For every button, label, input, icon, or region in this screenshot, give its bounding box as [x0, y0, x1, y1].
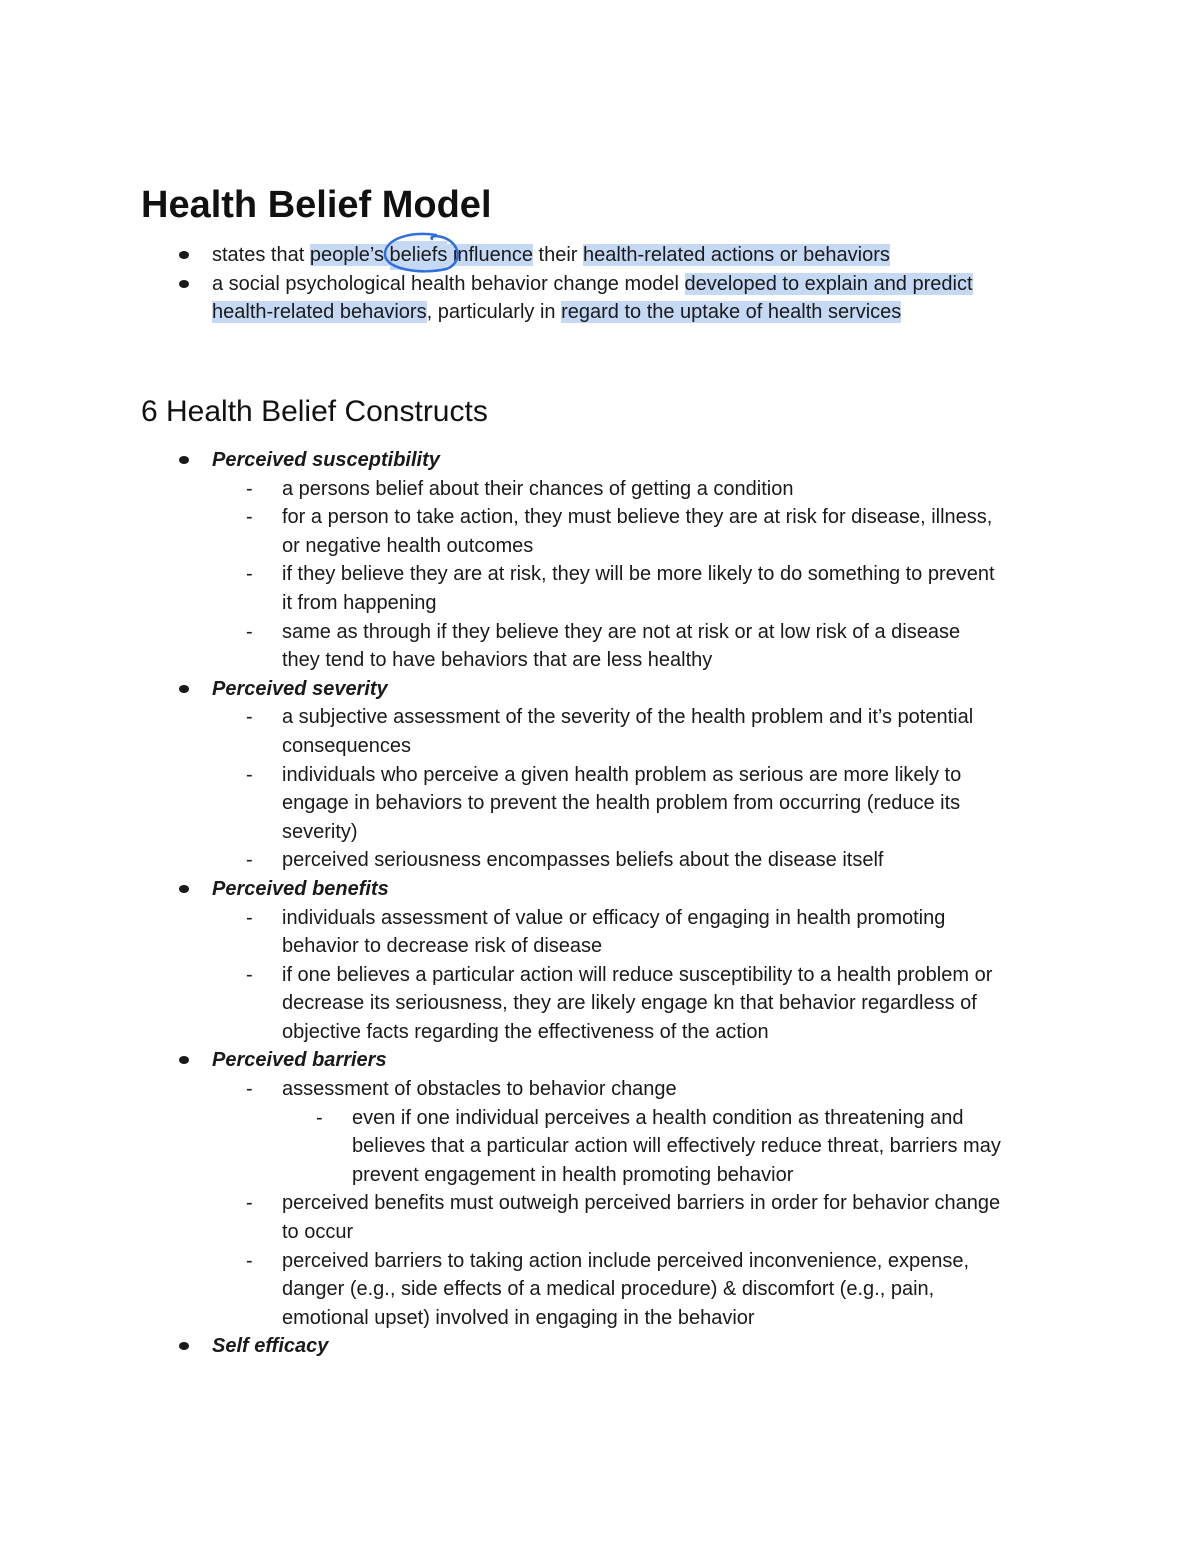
- list-item-continued: they tend to have behaviors that are less healthy: [282, 649, 713, 672]
- list-item: [141, 1075, 1101, 1104]
- list-item-continued: consequences: [282, 734, 411, 757]
- list-item: [141, 904, 1101, 933]
- bullet-dot-icon: [179, 1342, 189, 1350]
- bullet-dot-icon: [179, 1056, 189, 1064]
- list-item: [141, 503, 1101, 532]
- construct-term: Self efficacy: [212, 1335, 329, 1358]
- text-span: their: [532, 244, 584, 266]
- list-item-continued: prevent engagement in health promoting behavior: [352, 1163, 794, 1186]
- list-item: [141, 761, 1101, 790]
- list-item: [141, 1247, 1101, 1276]
- list-item-continued: objective facts regarding the effectiveness of the action: [282, 1020, 769, 1043]
- list-item: [141, 961, 1101, 990]
- construct-heading: [141, 1332, 1101, 1361]
- construct-term: Perceived susceptibility: [212, 449, 440, 471]
- list-item: [141, 618, 1101, 647]
- list-item-continued: emotional upset) involved in engaging in the behavior: [282, 1306, 755, 1329]
- dash-marker-icon: -: [246, 706, 253, 729]
- list-item-text: for a person to take action, they must believe they are at risk for disease, illness,: [282, 506, 993, 529]
- dash-marker-icon: -: [246, 620, 253, 643]
- list-item-text: assessment of obstacles to behavior change: [282, 1078, 677, 1101]
- dash-marker-icon: -: [246, 506, 253, 529]
- list-item: [141, 1189, 1101, 1218]
- dash-marker-icon: -: [246, 763, 253, 786]
- text-span: , particularly in: [426, 301, 562, 324]
- list-item: [141, 846, 1101, 875]
- intro-bullet-2-continued: [141, 298, 1101, 327]
- list-item: [141, 475, 1101, 504]
- dash-marker-icon: -: [246, 563, 253, 586]
- construct-heading: [141, 675, 1101, 704]
- dash-marker-icon: -: [246, 906, 253, 929]
- dash-marker-icon: -: [246, 1249, 253, 1272]
- dash-marker-icon: -: [316, 1106, 323, 1129]
- list-item-text: a subjective assessment of the severity of the health problem and it’s potential: [282, 706, 974, 729]
- highlighted-text: influence: [447, 244, 533, 266]
- list-item-text: if they believe they are at risk, they will be more likely to do something to prevent: [282, 563, 995, 586]
- intro-bullet-1: [141, 241, 1101, 270]
- list-item-text: individuals who perceive a given health problem as serious are more likely to: [282, 763, 962, 786]
- list-item-text: perceived seriousness encompasses beliefs about the disease itself: [282, 849, 884, 872]
- bullet-dot-icon: [179, 456, 189, 464]
- section-heading: 6 Health Belief Constructs: [141, 395, 488, 428]
- construct-heading: [141, 1046, 1101, 1075]
- list-item-continued: severity): [282, 820, 358, 843]
- bullet-dot-icon: [179, 251, 189, 259]
- construct-heading: [141, 875, 1101, 904]
- construct-term: Perceived severity: [212, 677, 388, 700]
- constructs-list: [141, 446, 1101, 1361]
- list-item-text: a persons belief about their chances of getting a condition: [282, 477, 794, 500]
- list-item-text: if one believes a particular action will reduce susceptibility to a health problem or: [282, 963, 993, 986]
- page-title: Health Belief Model: [141, 184, 492, 226]
- list-item-text: perceived barriers to taking action include perceived inconvenience, expense,: [282, 1249, 970, 1272]
- list-item-text: perceived benefits must outweigh perceived barriers in order for behavior change: [282, 1192, 1001, 1215]
- highlighted-text: health-related actions or behaviors: [583, 244, 890, 266]
- list-item-continued: behavior to decrease risk of disease: [282, 935, 603, 958]
- list-item: [141, 560, 1101, 589]
- intro-bullet-2: [141, 270, 1101, 299]
- dash-marker-icon: -: [246, 963, 253, 986]
- list-item-continued: danger (e.g., side effects of a medical procedure) & discomfort (e.g., pain,: [282, 1278, 935, 1301]
- list-item-continued: engage in behaviors to prevent the health problem from occurring (reduce its: [282, 792, 961, 815]
- list-item-continued: to occur: [282, 1221, 354, 1244]
- circled-word: [390, 241, 448, 270]
- dash-marker-icon: -: [246, 1078, 253, 1101]
- construct-term: Perceived benefits: [212, 877, 389, 900]
- circled-word-text: beliefs: [389, 244, 448, 266]
- list-item-text: same as through if they believe they are not at risk or at low risk of a disease: [282, 620, 961, 643]
- text-span: a social psychological health behavior change model: [212, 272, 685, 295]
- list-item-continued: believes that a particular action will effectively reduce threat, barriers may: [352, 1135, 1001, 1158]
- list-item-continued: or negative health outcomes: [282, 534, 534, 557]
- text-span: states that: [212, 244, 310, 266]
- dash-marker-icon: -: [246, 849, 253, 872]
- list-item-text: even if one individual perceives a health condition as threatening and: [352, 1106, 964, 1129]
- highlighted-text: health-related behaviors: [212, 301, 427, 324]
- list-item: [141, 703, 1101, 732]
- list-item-text: individuals assessment of value or efficacy of engaging in health promoting: [282, 906, 946, 929]
- dash-marker-icon: -: [246, 477, 253, 500]
- bullet-dot-icon: [179, 885, 189, 893]
- intro-list: [141, 241, 1101, 327]
- list-item-continued: it from happening: [282, 591, 437, 614]
- construct-heading: [141, 446, 1101, 475]
- highlighted-text: developed to explain and predict: [684, 272, 973, 295]
- construct-term: Perceived barriers: [212, 1049, 387, 1072]
- highlighted-text: people’s: [309, 244, 390, 266]
- bullet-dot-icon: [179, 685, 189, 693]
- highlighted-text: regard to the uptake of health services: [561, 301, 902, 324]
- list-item-continued: decrease its seriousness, they are likely engage kn that behavior regardless of: [282, 992, 977, 1015]
- dash-marker-icon: -: [246, 1192, 253, 1215]
- bullet-dot-icon: [179, 280, 189, 288]
- nested-list-item: [141, 1104, 1101, 1133]
